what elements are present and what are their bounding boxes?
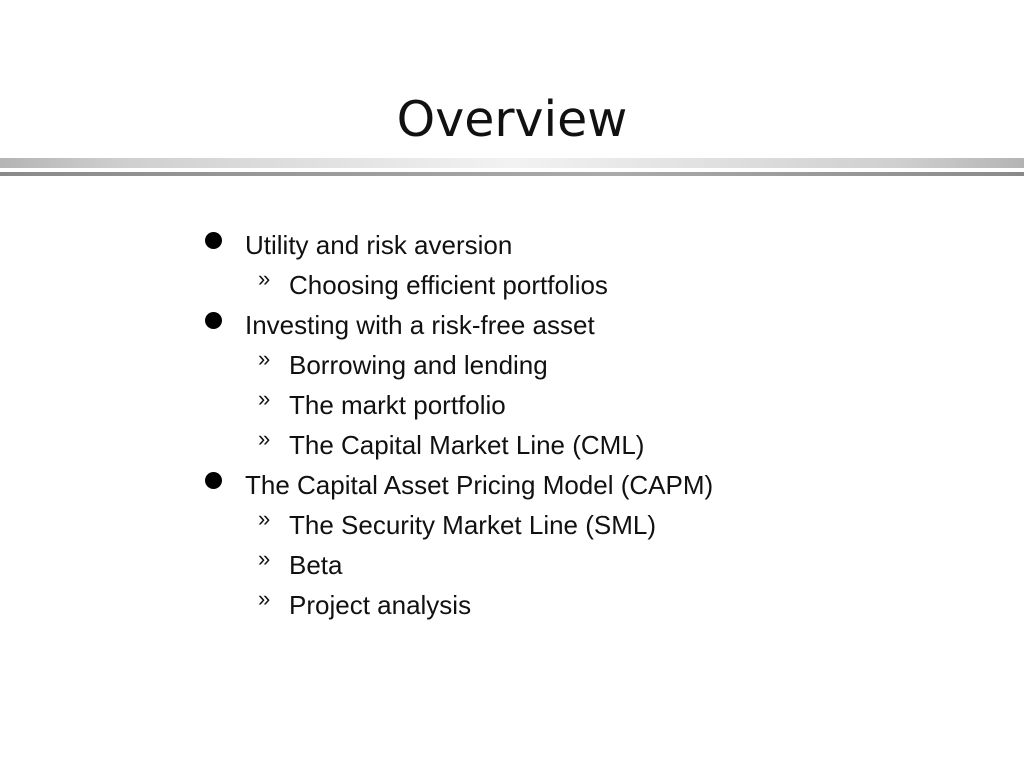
bullet-list [0,226,1024,626]
bullet-item-text: Utility and risk aversion [245,230,513,260]
sub-bullet-item-text: The Capital Market Line (CML) [289,430,645,460]
slide-title: Overview [396,91,628,148]
sub-bullet-marker: » [258,586,271,611]
sub-bullet-marker: » [258,266,271,291]
bullet-item-text: The Capital Asset Pricing Model (CAPM) [245,470,714,500]
bullet-dot-icon [205,312,222,329]
bullet-dot-icon [205,472,222,489]
bullet-dot-icon [205,232,222,249]
bullet-item-text: Investing with a risk-free asset [245,310,595,340]
sub-bullet-item-text: The Security Market Line (SML) [289,510,657,540]
bullet-item [0,306,1024,346]
sub-bullet-marker: » [258,346,271,371]
sub-bullet-item [0,506,1024,546]
title-divider-thin [0,172,1024,176]
bullet-item [0,226,1024,266]
sub-bullet-item [0,266,1024,306]
sub-bullet-item [0,426,1024,466]
sub-bullet-item-text: The markt portfolio [289,390,506,420]
sub-bullet-marker: » [258,546,271,571]
sub-bullet-marker: » [258,386,271,411]
sub-bullet-item [0,546,1024,586]
title-divider-thick [0,158,1024,168]
sub-bullet-item-text: Beta [289,550,343,580]
sub-bullet-item-text: Borrowing and lending [289,350,548,380]
sub-bullet-item-text: Project analysis [289,590,472,620]
sub-bullet-item-text: Choosing efficient portfolios [289,270,608,300]
sub-bullet-item [0,346,1024,386]
bullet-item [0,466,1024,506]
sub-bullet-item [0,386,1024,426]
sub-bullet-item [0,586,1024,626]
sub-bullet-marker: » [258,426,271,451]
sub-bullet-marker: » [258,506,271,531]
